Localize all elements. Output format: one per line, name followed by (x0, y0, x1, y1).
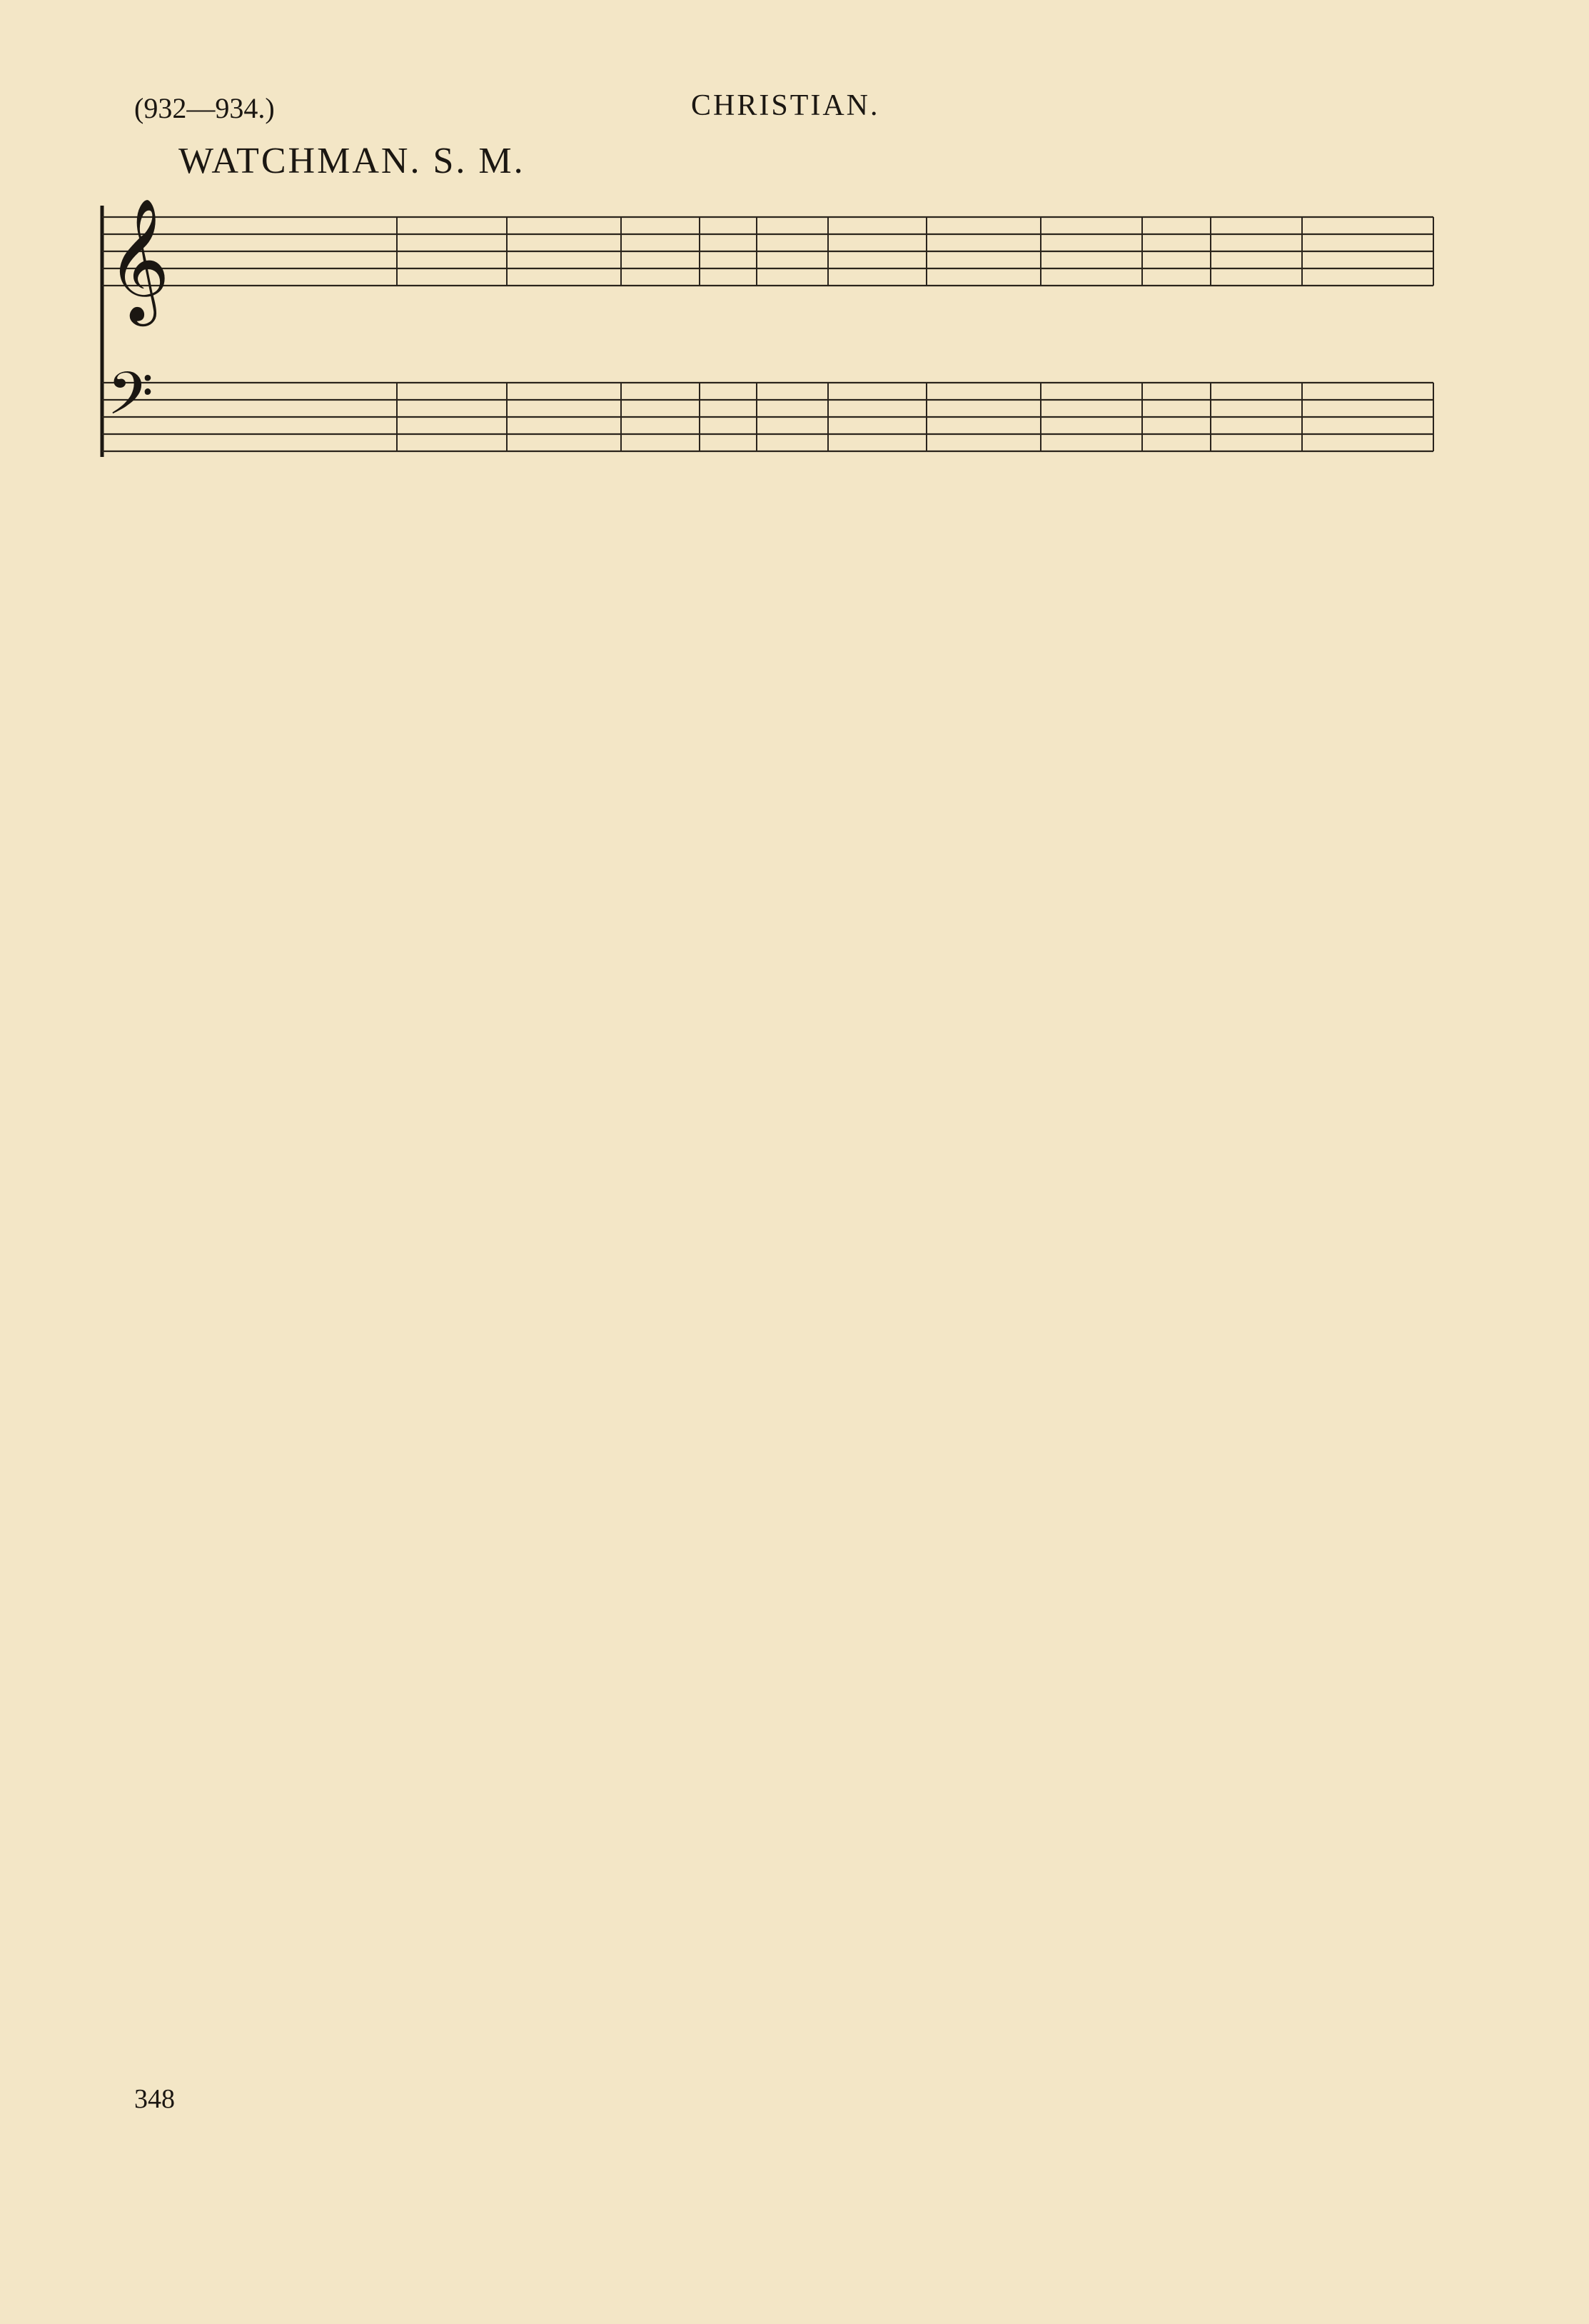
music-score (0, 0, 1589, 828)
hymn-range: (932—934.) (134, 92, 275, 124)
bass-clef: 𝄢 (107, 358, 153, 443)
page-number: 348 (134, 2084, 175, 2114)
music-system-1 (102, 198, 1433, 457)
section-title: CHRISTIAN. (691, 89, 880, 122)
treble-clef: 𝄞 (107, 198, 170, 321)
bass-staff-1 (102, 383, 1433, 451)
tune-name: WATCHMAN. S. M. (178, 141, 525, 181)
treble-staff-1 (102, 217, 1433, 286)
